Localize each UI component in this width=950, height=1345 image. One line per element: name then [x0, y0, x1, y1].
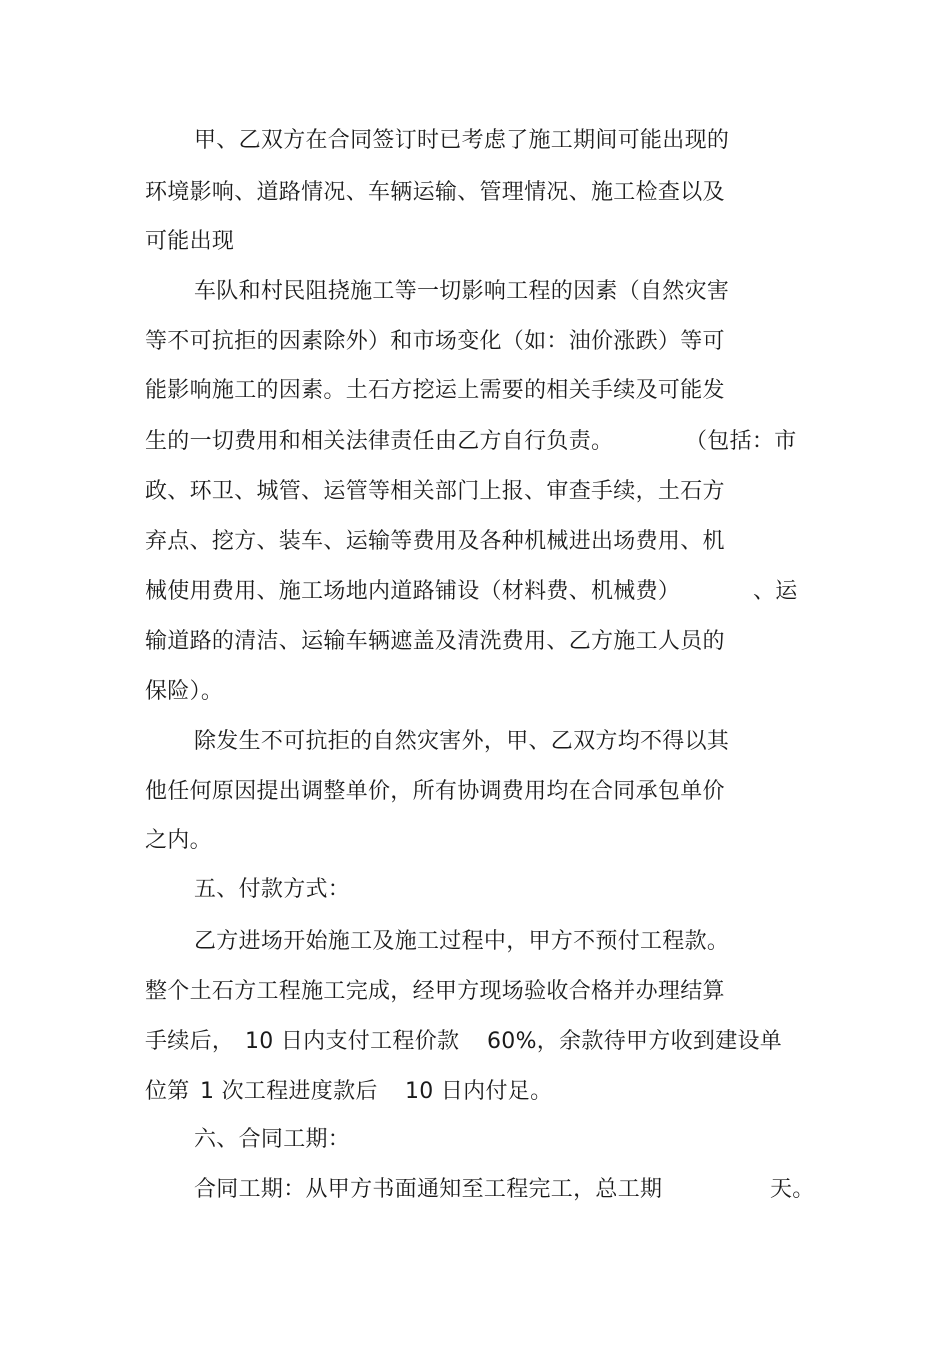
paragraph-line-fragment: 1 次工程进度款后 [200, 1079, 378, 1104]
paragraph-line: 整个土石方工程施工完成，经甲方现场验收合格并办理结算 [145, 979, 725, 1004]
paragraph-line: 生的一切费用和相关法律责任由乙方自行负责。 [145, 429, 614, 454]
paragraph-line: 弃点、挖方、装车、运输等费用及各种机械进出场费用、机 [145, 529, 725, 554]
paragraph-line: 位第 [145, 1079, 190, 1104]
paragraph-line: 环境影响、道路情况、车辆运输、管理情况、施工检查以及 [145, 180, 725, 205]
paragraph-line: 合同工期：从甲方书面通知至工程完工，总工期 [194, 1177, 663, 1202]
paragraph-line: 保险）。 [145, 679, 224, 704]
paragraph-line: 能影响施工的因素。土石方挖运上需要的相关手续及可能发 [145, 378, 725, 403]
paragraph-line: 车队和村民阻挠施工等一切影响工程的因素（自然灾害 [194, 279, 730, 304]
paragraph-line: 政、环卫、城管、运管等相关部门上报、审查手续，土石方 [145, 479, 725, 504]
paragraph-line-fragment: 60%，余款待甲方收到建设单 [487, 1029, 783, 1054]
paragraph-line: 乙方进场开始施工及施工过程中，甲方不预付工程款。 [194, 929, 730, 954]
paragraph-line-fragment: 10 日内付足。 [405, 1079, 553, 1104]
paragraph-line-fragment: （包括：市 [685, 429, 797, 454]
paragraph-line: 他任何原因提出调整单价，所有协调费用均在合同承包单价 [145, 779, 725, 804]
paragraph-line: 等不可抗拒的因素除外）和市场变化（如：油价涨跌）等可 [145, 329, 725, 354]
paragraph-line: 手续后， [145, 1029, 235, 1054]
paragraph-line: 械使用费用、施工场地内道路铺设（材料费、机械费） [145, 579, 681, 604]
paragraph-line: 甲、乙双方在合同签订时已考虑了施工期间可能出现的 [194, 128, 730, 153]
paragraph-line-fragment: 天。 [770, 1177, 815, 1202]
paragraph-line-fragment: 10 日内支付工程价款 [245, 1029, 460, 1054]
paragraph-line: 输道路的清洁、运输车辆遮盖及清洗费用、乙方施工人员的 [145, 629, 725, 654]
paragraph-line: 可能出现 [145, 229, 235, 254]
paragraph-line: 除发生不可抗拒的自然灾害外，甲、乙双方均不得以其 [194, 729, 730, 754]
paragraph-line-fragment: 、运 [753, 579, 798, 604]
section-heading: 六、合同工期： [194, 1127, 351, 1152]
paragraph-line: 之内。 [145, 828, 212, 853]
section-heading: 五、付款方式： [194, 877, 351, 902]
